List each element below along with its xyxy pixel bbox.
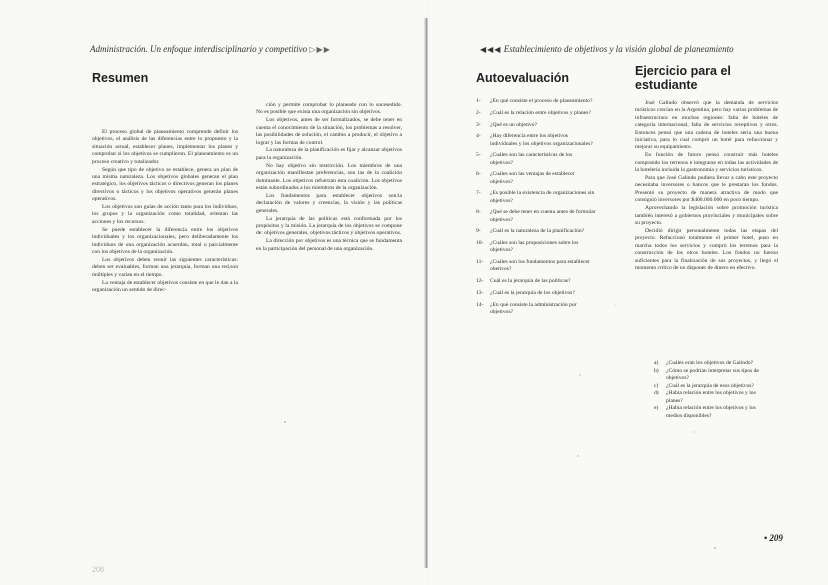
item-number: 9- (476, 228, 481, 235)
list-item (476, 98, 596, 105)
paragraph: La dirección por objetivos es una técnica que se fundamenta en la participación del personal de una organización. (256, 238, 402, 252)
item-text: ¿Cuál es la jerarquía de esos objetivos? (666, 382, 754, 389)
item-number: 14- (476, 301, 484, 308)
item-number: 3- (476, 121, 481, 128)
right-arrows-icon: ▷▶▶ (309, 45, 331, 54)
self-evaluation-title: Autoevaluación (476, 71, 570, 85)
list-item (476, 133, 596, 147)
right-page (430, 0, 828, 585)
item-text: ¿Cuál es la relación entre objetivos y planes? (490, 109, 591, 116)
list-item (476, 110, 596, 117)
item-text: ¿Había relación entre los objetivos y los planes? (666, 390, 756, 404)
exercise-text (635, 100, 778, 272)
right-running-head (480, 44, 734, 54)
item-text: ¿Había relación entre los objetivos y los medios disponibles? (666, 405, 756, 419)
item-number: 1- (476, 98, 481, 104)
list-item (654, 405, 772, 420)
summary-title: Resumen (92, 71, 149, 85)
paragraph: En función de futuro pensó construir más hoteles comprando los terrenos e integrarse en todas las actividades de la hotelería incluida la gastronomía y servicios turísticos. (635, 152, 778, 174)
paragraph: No hay objetivo sin restricción. Los miembros de una organización manifiestan preferencias, son las de la coalición dominante. Los objetivos refuerzan esta coalición. Los objetivos están subordinados a los miembros de la organización. (256, 162, 402, 191)
summary-column-2 (256, 102, 402, 253)
list-item (476, 190, 596, 204)
paragraph: José Galindo observó que la demanda de servicios turísticos crecían en la Argentina, pero hay varios problemas de infraestructura en muchas regiones: falta de hoteles de categoría internacional, falta de servicios receptivos y otros. Entonces pensó que una cadena de hoteles sería una buena iniciativa, para lo cual compró un hotel para refaccionar y mejorar su equipamiento. (635, 100, 778, 151)
paragraph: Se puede establecer la diferencia entre los objetivos individuales y los organizacionales, pero deliberadamente los individuos de una organización acuerdan, total o parcialmente con los objetivos de la organización. (92, 226, 238, 255)
list-item (476, 209, 596, 223)
paragraph: Según que tipo de objetivo se establece, genera un plan de una misma naturaleza. Los objetivos globales generan el plan estratégico, los objetivos tácticos o directivos generan los planes directivos o tácticos y los objetivos operativos generán planes operativos. (92, 166, 238, 203)
paragraph: La jerarquía de las políticas está conformada por los propósitos y la misión. La jerarquía de los objetivos se compone de: objetivos generales, objetivos tácticos y objetivos operativos. (256, 215, 402, 237)
list-item (476, 259, 596, 273)
item-text: ¿Hay diferencia entre los objetivos individuales y los objetivos organizacionales? (490, 133, 593, 147)
item-number: 2- (476, 109, 481, 116)
right-running-head-text: Establecimiento de objetivos y la visión global de planeamiento (503, 44, 734, 54)
item-number: 6- (476, 171, 481, 178)
self-evaluation-questions (476, 98, 596, 321)
list-item (476, 240, 596, 254)
item-number: 10- (476, 240, 484, 247)
item-text: ¿Qué se debe tener en cuenta antes de formular objetivos? (490, 209, 596, 223)
item-number: 7- (476, 190, 481, 197)
item-number: 13- (476, 289, 484, 296)
item-number: b) (654, 367, 659, 374)
paragraph: Los objetivos deben reunir las siguientes características: deben ser evaluables, forman una jerarquía, forman una red,son múltiples y varían en el tiempo. (92, 256, 238, 278)
list-item (476, 152, 596, 166)
list-item (654, 390, 772, 405)
paragraph: Los objetivos, antes de ser formalizados, se debe tener en cuenta el conocimiento de la situación, los problemas a resolver, las posibilidades de solución, el cambio a producir, el objetivo a lograr y las formas de control. (256, 117, 402, 146)
right-page-number: • 209 (764, 533, 783, 543)
paragraph: Aprovechando la legislación sobre promoción turística también interesó a gobiernos provinciales y municipales sobre su proyecto. (635, 205, 778, 226)
item-text: Cuál es la jerarquía de las políticas? (490, 278, 571, 285)
left-running-head-text: Administración. Un enfoque interdisciplinario y competitivo (90, 44, 308, 54)
list-item (476, 122, 596, 129)
exercise-title: Ejercicio para el estudiante (635, 64, 731, 92)
item-number: 11- (476, 259, 484, 266)
list-item (654, 360, 772, 367)
paragraph: La naturaleza de la planificación es fijar y alcanzar objetivos para la organización. (256, 147, 402, 161)
exercise-questions (654, 360, 772, 420)
summary-column-1 (92, 129, 238, 294)
paragraph: Decidió dirigir personalmente todas las etapas del proyecto. Refaccionó totalmente el primer hotel, puso en marcha todos los servicios y compró los terrenos para la construcción de los otros hoteles. Los fondos no fueron suficientes para la finalización de sus proyectos, y llegó el momento crítico de no disponer de dinero en efectivo. (635, 227, 778, 271)
item-number: d) (654, 390, 659, 397)
item-number: a) (654, 360, 659, 366)
left-running-head (90, 44, 331, 54)
item-number: c) (654, 382, 659, 389)
left-arrows-icon: ◀◀◀ (480, 45, 502, 54)
item-number: 12- (476, 278, 484, 285)
list-item (476, 228, 596, 235)
list-item (476, 290, 596, 297)
item-text: ¿Cuáles son los fundamentos para establecer obetivos? (490, 259, 590, 273)
item-text: ¿Es posible la existencia de organizaciones sin objetivos? (490, 190, 595, 204)
item-number: 8- (476, 209, 481, 216)
paragraph: Para que José Galindo pudiera llevar a cabo este proyecto necesitaba inversores o bancos que le prestaran los fondos. Presentó su proyecto de manera atractiva de modo que consiguió inversores por $400.000.000 en poco tiempo. (635, 175, 778, 204)
list-item (654, 383, 772, 390)
book-gutter (424, 18, 428, 568)
item-text: ¿Cuáles son las proposiciones sobre los objetivos? (490, 240, 579, 254)
item-text: ¿En qué consiste la administración por objetivos? (490, 301, 577, 315)
item-text: ¿Cuál es la jerarquía de los objetivos? (490, 289, 575, 296)
paragraph: Los fundamentos para establecer objetivos son:la declaración de valores y creencias, la visión y las políticas generales. (256, 192, 402, 214)
item-text: ¿Cómo se podrían interpretar sus tipos de objetivos? (666, 367, 759, 381)
item-text: ¿Cuáles eran los objetivos de Galindo? (666, 360, 754, 366)
list-item (476, 171, 596, 185)
item-number: 5- (476, 152, 481, 159)
list-item (654, 368, 772, 383)
item-text: ¿Cuáles son las características de los objetivos? (490, 152, 573, 166)
item-text: ¿Cuáles son las ventajas de establecer objetivos? (490, 171, 575, 185)
list-item (476, 302, 596, 316)
paragraph: El proceso global de planeamiento comprende definir los objetivos, el análisis de las diferencias entre lo propuesto y la situación actual, establecer planes, implementar los planes y comprobar si los objetivos se cumplieron. El planeamiento es un proceso creativo y totalizador. (92, 129, 238, 165)
paragraph: Los objetivos son guías de acción tanto para los individuos, los grupos y la organización como totalidad, orientan las acciones y los recursos. (92, 204, 238, 225)
paragraph: ción y permite comprobar lo planeado con lo sucesedido. No es posible que exista una organización sin objetivos. (256, 102, 402, 116)
paragraph: La ventaja de establecer objetivos consiste en que le dan a la organización un sentido de direc- (92, 279, 238, 294)
left-page-number: 208 (92, 565, 104, 574)
item-text: ¿Cuál es la naturaleza de la planificación? (490, 228, 585, 235)
item-number: e) (654, 405, 659, 412)
item-text: ¿Qué es un objetivo? (490, 121, 538, 128)
item-text: ¿En qué consiste el proceso de planeamiento? (490, 98, 593, 104)
item-number: 4- (476, 133, 481, 140)
list-item (476, 278, 596, 285)
